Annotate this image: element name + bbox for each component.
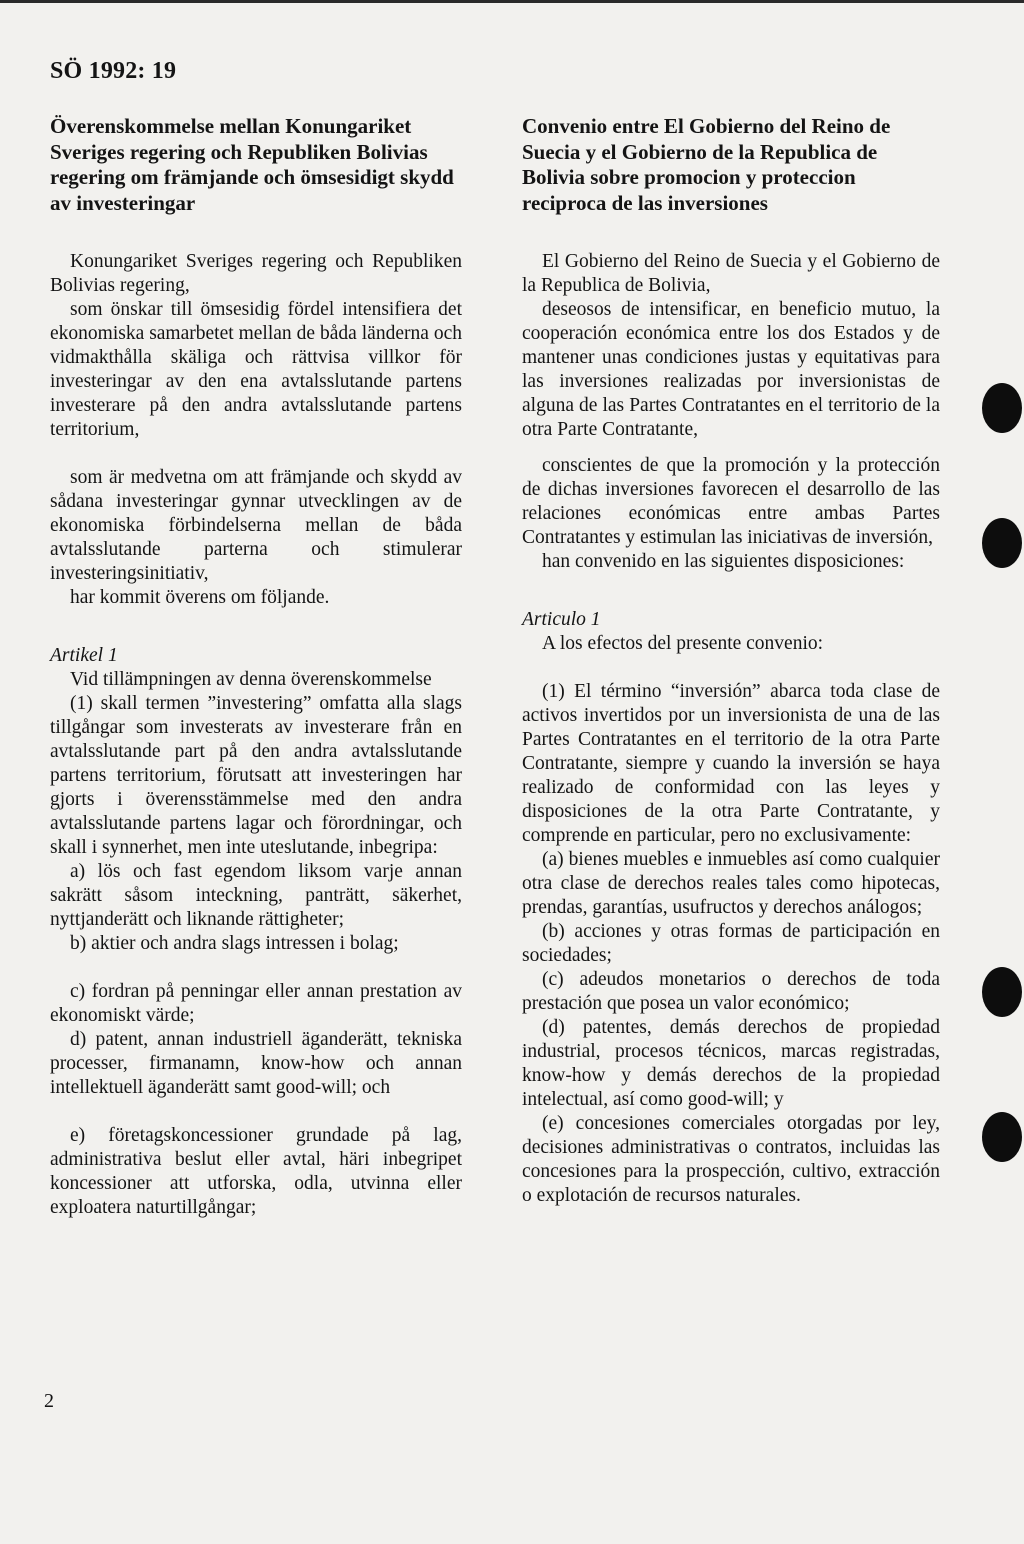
spanish-title: Convenio entre El Gobierno del Reino de Suecia y el Gobierno de la Republica de Bolivia sobre promocion y proteccion reciproca de las inversiones <box>522 114 891 215</box>
spanish-paragraph-1: (1) El término “inversión” abarca toda clase de activos invertidos por un inversionista de una de las Partes Contratantes en el territorio de la otra Parte Contratante, siempre y cuando la inversión se haya realizado de conformidad con las leyes y disposiciones de la otra Parte Contratante, y comprende en particular, pero no exclusivamente: <box>522 681 940 846</box>
swedish-preamble-3: som är medvetna om att främjande och skydd av sådana investeringar gynnar utvecklingen av de ekonomiska förbindelserna mellan de båda avtalsslutande parterna och stimulerar investeringsinitiativ, <box>50 467 462 584</box>
swedish-item-b: b) aktier och andra slags intressen i bolag; <box>70 933 399 954</box>
spanish-item-d: (d) patentes, demás derechos de propiedad industrial, procesos técnicos, marcas registradas, know-how y demás derechos de la propiedad intelectual, así como good-will; y <box>522 1017 940 1110</box>
swedish-preamble-1: Konungariket Sveriges regering och Republiken Bolivias regering, <box>50 251 462 296</box>
top-border <box>0 0 1024 3</box>
spanish-preamble-1: El Gobierno del Reino de Suecia y el Gobierno de la Republica de Bolivia, <box>522 251 940 296</box>
page-number: 2 <box>44 1390 54 1412</box>
swedish-paragraph-1: (1) skall termen ”investering” omfatta alla slags tillgångar som investerats av investerare från en avtalsslutande part på den andra avtalsslutande partens territorium, förutsatt att investeringen har gjorts i överensstämmelse med den andra avtalsslutande partens lagar och förordningar, och skall i synnerhet, men inte uteslutande, inbegripa: <box>50 693 462 858</box>
spanish-article-heading: Articulo 1 <box>522 609 601 630</box>
swedish-item-d: d) patent, annan industriell äganderätt, tekniska processer, firmanamn, know-how och annan intellektuell äganderätt samt good-will; och <box>50 1029 462 1098</box>
spanish-item-a: (a) bienes muebles e inmuebles así como cualquier otra clase de derechos reales tales como hipotecas, prendas, garantías, usufructos y derechos análogos; <box>522 849 940 918</box>
swedish-preamble-4: har kommit överens om följande. <box>70 587 330 608</box>
spanish-item-b: (b) acciones y otras formas de participación en sociedades; <box>522 921 940 966</box>
spanish-preamble-3: conscientes de que la promoción y la protección de dichas inversiones favorecen el desarrollo de las relaciones económicas entre ambas Partes Contratantes y estimulan las iniciativas de inversión, <box>522 455 940 548</box>
document-reference: SÖ 1992: 19 <box>50 58 177 84</box>
swedish-article-heading: Artikel 1 <box>50 645 118 666</box>
spanish-item-c: (c) adeudos monetarios o derechos de toda prestación que posea un valor económico; <box>522 969 940 1014</box>
spanish-article-intro: A los efectos del presente convenio: <box>542 633 824 654</box>
spanish-preamble-2: deseosos de intensificar, en beneficio mutuo, la cooperación económica entre los dos Estados y de mantener unas condiciones justas y equitativas para las inversiones realizadas por inversionistas de alguna de las Partes Contratantes en el territorio de la otra Parte Contratante, <box>522 299 940 440</box>
swedish-title: Överenskommelse mellan Konungariket Sveriges regering och Republiken Bolivias regering om främjande och ömsesidigt skydd av investeringar <box>50 114 454 215</box>
swedish-item-c: c) fordran på penningar eller annan prestation av ekonomiskt värde; <box>50 981 462 1026</box>
swedish-item-a: a) lös och fast egendom liksom varje annan sakrätt såsom inteckning, panträtt, säkerhet, nyttjanderätt och liknande rättigheter; <box>50 861 462 930</box>
swedish-preamble-2: som önskar till ömsesidig fördel intensifiera det ekonomiska samarbetet mellan de båda länderna och vidmakthålla skäliga och rättvisa villkor för investeringar av den ena avtalsslutande partens investerare på den andra avtalsslutande partens territorium, <box>50 299 462 440</box>
binding-hole-mark <box>982 383 1022 433</box>
swedish-article-intro: Vid tillämpningen av denna överenskommelse <box>70 669 432 690</box>
swedish-column <box>50 114 462 1220</box>
spanish-preamble-4: han convenido en las siguientes disposiciones: <box>542 551 905 572</box>
spanish-item-e: (e) concesiones comerciales otorgadas por ley, decisiones administrativas o contratos, incluidas las concesiones para la prospección, cultivo, extracción o explotación de recursos naturales. <box>522 1113 940 1206</box>
binding-hole-mark <box>982 967 1022 1017</box>
binding-hole-mark <box>982 1112 1022 1162</box>
binding-hole-mark <box>982 518 1022 568</box>
spanish-column <box>522 114 940 1208</box>
swedish-item-e: e) företagskoncessioner grundade på lag, administrativa beslut eller avtal, häri inbegripet koncessioner att utforska, odla, utvinna eller exploatera naturtillgångar; <box>50 1125 462 1218</box>
